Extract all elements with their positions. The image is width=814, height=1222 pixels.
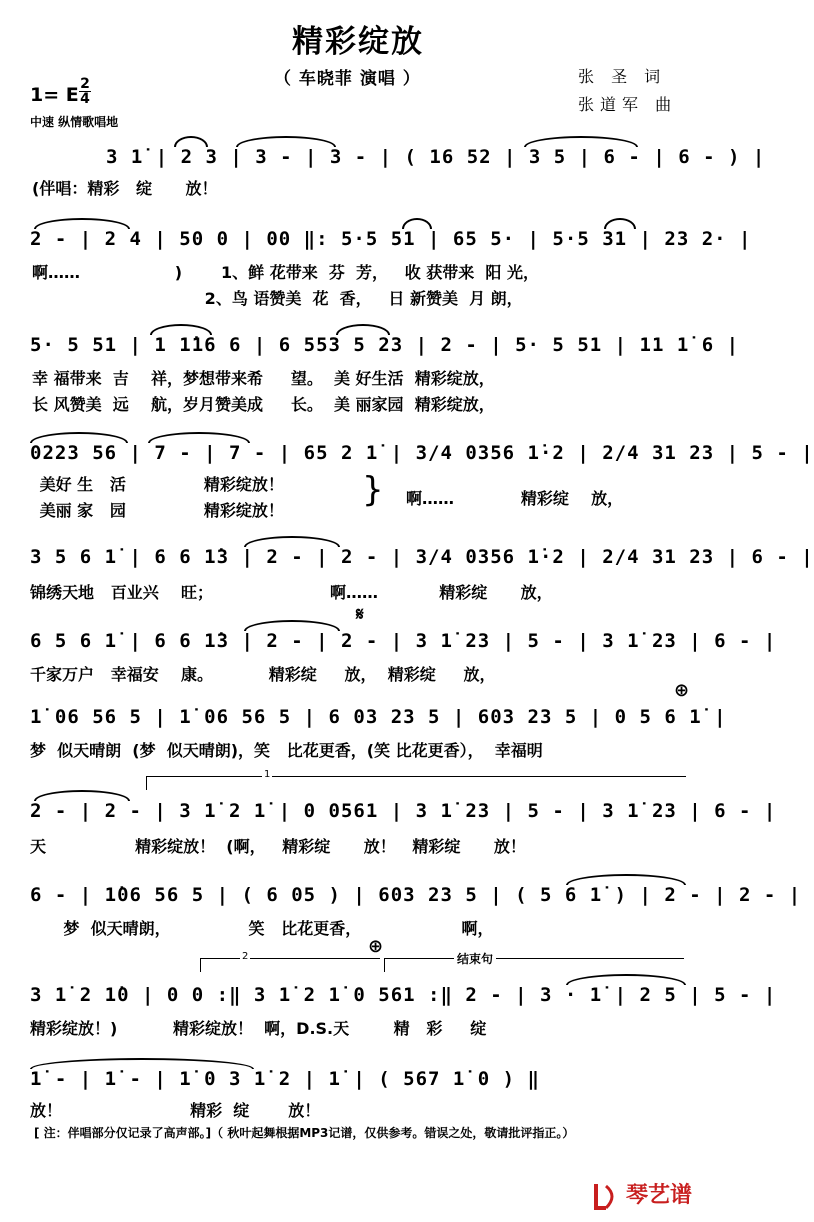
notation-line-11: 1̇ - | 1̇ - | 1̇ 0 3 1̇ 2 | 1̇ | ( 567 1̇ 0 ) ‖ xyxy=(30,1068,540,1090)
lyric-line-11: 放！ 精彩 绽 放！ xyxy=(30,1101,321,1120)
notation-line-1: 3 1̇ | 2 3 | 3 - | 3 - | ( 16 52 | 3 5 | 6 - | 6 - ) | xyxy=(106,146,766,168)
tempo-marking: 中速 纵情歌唱地 xyxy=(30,115,119,129)
notation-line-2: 2 - | 2 4 | 50 0 | 00 ‖: 5·5 51 | 65 5· | 5·5 31 | 23 2· | xyxy=(30,228,752,250)
ending-bracket xyxy=(384,958,684,959)
time-signature xyxy=(78,77,92,106)
volta-1-tick xyxy=(146,776,147,790)
ending-tick xyxy=(384,958,385,972)
tie xyxy=(566,974,686,985)
slur xyxy=(402,218,432,229)
tie xyxy=(244,620,340,631)
singer-credit: （ 车晓菲 演唱 ） xyxy=(274,69,421,89)
key-signature: 1= E xyxy=(30,84,79,106)
notation-line-3: 5· 5 51 | 1 1̇16 6 | 6 553 5 23 | 2 - | 5· 5 51 | 11 1̇ 6 | xyxy=(30,334,740,356)
slur xyxy=(30,432,128,443)
notation-line-7: 1̇ 06 56 5 | 1̇ 06 56 5 | 6 03 23 5 | 603 23 5 | 0 5 6 1̇ | xyxy=(30,706,727,728)
lyric-line-1: (伴唱：精彩 绽 放！ xyxy=(32,179,218,198)
lyric-line-6: 千家万户 幸福安 康。 精彩绽 放， 精彩绽 放， xyxy=(30,665,496,684)
time-signature-bottom: 4 xyxy=(80,91,90,107)
tie xyxy=(34,218,130,229)
watermark-logo-icon xyxy=(592,1180,622,1212)
notation-line-9: 6 - | 1̇06 56 5 | ( 6 05 ) | 603 23 5 | ( 5 6 1̇ ) | 2 - | 2 - | xyxy=(30,884,802,906)
lyric-brace: } xyxy=(362,470,384,510)
ending-label: 结束句 xyxy=(454,950,496,967)
volta-2-number: 2 xyxy=(242,951,249,962)
volta-2-bracket xyxy=(200,958,380,959)
notation-line-4: 0223 56 | 7 - | 7 - | 65 2 1̇ | 3/4 0356 1̇·2 | 2/4 31 23 | 5 - | xyxy=(30,442,814,464)
lyric-line-5: 锦绣天地 百业兴 旺； 啊…… 精彩绽 放， xyxy=(30,583,553,602)
slur xyxy=(604,218,636,229)
coda-sign: ⊕ xyxy=(674,680,690,701)
lyricist-credit: 张 圣 词 xyxy=(578,67,667,86)
segno-sign: 𝄋 xyxy=(356,604,364,625)
coda-sign-ending: ⊕ xyxy=(368,936,384,957)
volta-1-bracket xyxy=(146,776,686,777)
volta-1-number: 1 xyxy=(264,769,271,780)
time-signature-top: 2 xyxy=(80,76,90,92)
lyric-line-4a: 美好 生 活 精彩绽放！ xyxy=(34,475,284,494)
tie xyxy=(524,136,638,147)
lyric-line-4b: 美丽 家 园 精彩绽放！ xyxy=(34,501,284,520)
lyric-line-2b: 2、鸟 语赞美 花 香， 日 新赞美 月 朗， xyxy=(32,289,523,308)
lyric-line-2a: 啊…… ) 1、鲜 花带来 芬 芳， 收 获带来 阳 光， xyxy=(32,263,539,282)
tie xyxy=(236,136,336,147)
notation-line-6: 6 5 6 1̇ | 6 6 1̇3 | 2 - | 2 - | 3 1̇ 23 | 5 - | 3 1̇ 23 | 6 - | xyxy=(30,630,777,652)
slur xyxy=(336,324,390,335)
watermark-text: 琴艺谱 xyxy=(626,1183,693,1208)
lyric-line-4-shared: 啊…… 精彩绽 放， xyxy=(406,489,624,508)
notation-line-10: 3 1̇ 2 1̇0 | 0 0 :‖ 3 1̇ 2 1̇ 0 561 :‖ 2 - | 3 · 1̇ | 2 5 | 5 - | xyxy=(30,984,777,1006)
composer-credit: 张道军 曲 xyxy=(578,95,678,114)
song-title: 精彩绽放 xyxy=(292,24,424,60)
volta-2-tick xyxy=(200,958,201,972)
tie xyxy=(244,536,340,547)
lyric-line-3a: 幸 福带来 吉 祥，梦想带来希 望。 美 好生活 精彩绽放， xyxy=(32,369,495,388)
lyric-line-3b: 长 风赞美 远 航，岁月赞美成 长。 美 丽家园 精彩绽放， xyxy=(32,395,495,414)
lyric-line-10: 精彩绽放！) 精彩绽放！ 啊，D.S.天 精 彩 绽 xyxy=(30,1019,487,1038)
lyric-line-8: 天 精彩绽放！ (啊， 精彩绽 放！ 精彩绽 放！ xyxy=(30,837,526,856)
lyric-line-7: 梦 似天晴朗 (梦 似天晴朗)，笑 比花更香，(笑 比花更香）， 幸福明 xyxy=(30,741,543,760)
slur xyxy=(174,136,208,147)
tie xyxy=(34,790,130,801)
tie xyxy=(566,874,686,885)
notation-line-5: 3 5 6 1̇ | 6 6 1̇3 | 2 - | 2 - | 3/4 0356 1̇·2 | 2/4 31 23 | 6 - | xyxy=(30,546,814,568)
footnote: [ 注：伴唱部分仅记录了高声部。]（ 秋叶起舞根据MP3记谱，仅供参考。错误之处，敬请批评指正。） xyxy=(34,1126,575,1140)
tie xyxy=(148,432,250,443)
slur xyxy=(150,324,212,335)
notation-line-8: 2 - | 2 - | 3 1̇ 2 1̇ | 0 0561 | 3 1̇ 23 | 5 - | 3 1̇ 23 | 6 - | xyxy=(30,800,777,822)
lyric-line-9: 梦 似天晴朗， 笑 比花更香， 啊， xyxy=(30,919,494,938)
tie xyxy=(30,1058,254,1069)
